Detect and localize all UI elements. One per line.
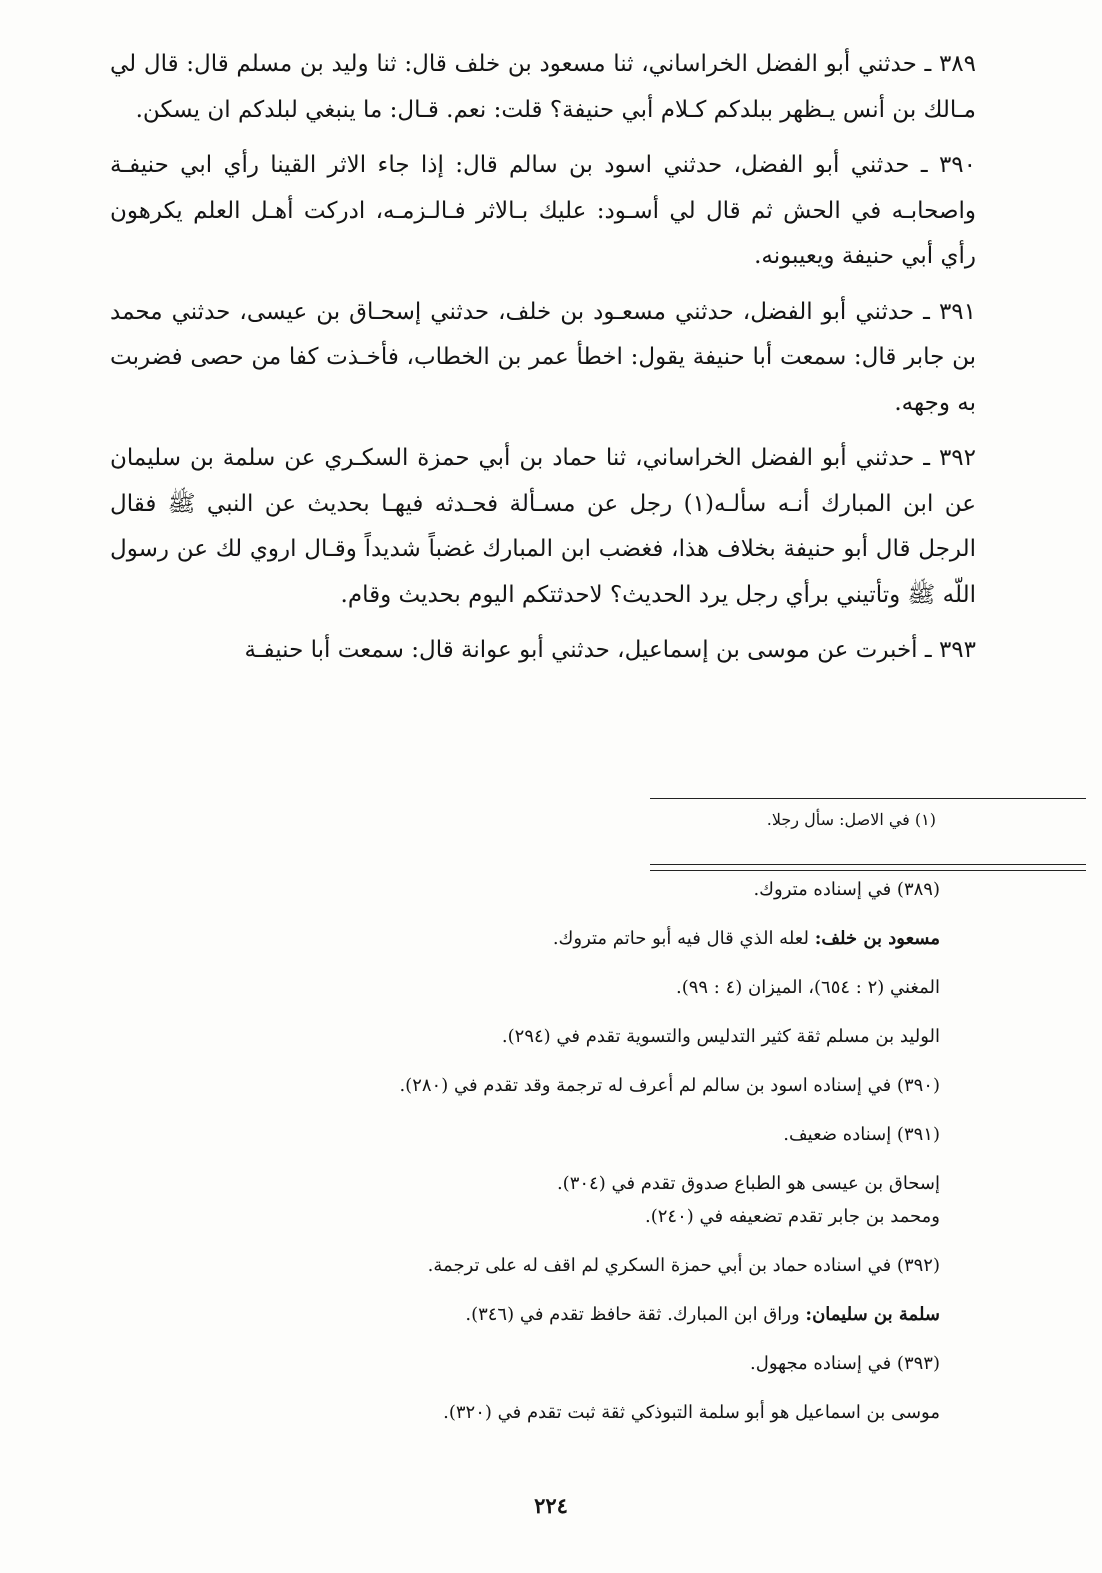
note-text: إسحاق بن عيسى هو الطباع صدوق تقدم في (٣٠٤). bbox=[556, 1173, 940, 1194]
note-text: المغني (٢ : ٦٥٤)، الميزان (٤ : ٩٩). bbox=[675, 977, 940, 998]
note-text: (٣٩٢) في اسناده حماد بن أبي حمزة السكري لم اقف له على ترجمة. bbox=[427, 1255, 940, 1276]
note-text: الوليد بن مسلم ثقة كثير التدليس والتسوية تقدم في (٢٩٤). bbox=[501, 1026, 940, 1047]
note-text: لعله الذي قال فيه أبو حاتم متروك. bbox=[552, 928, 815, 949]
note-ishaq bbox=[110, 1172, 940, 1196]
footnote-separator bbox=[650, 798, 1086, 799]
note-bold: سلمة بن سليمان: bbox=[805, 1304, 940, 1325]
main-text bbox=[110, 42, 976, 1423]
notes-separator-bottom bbox=[650, 870, 1086, 871]
hadith-393: ٣٩٣ ـ أخبرت عن موسى بن إسماعيل، حدثني أبو عوانة قال: سمعت أبا حنيفـة bbox=[244, 637, 976, 663]
note-bold: مسعود بن خلف: bbox=[814, 928, 940, 949]
note-text: ومحمد بن جابر تقدم تضعيفه في (٢٤٠). bbox=[645, 1206, 940, 1227]
commentary-notes bbox=[110, 878, 976, 1425]
hadith-392: ٣٩٢ ـ حدثني أبو الفضل الخراساني، ثنا حماد بن أبي حمزة السكـري عن سلمة بن سليمان عن ابن المبارك أنـه سألـه(١) رجل عن مسـألة فحـدثه فيهـا بحديث عن النبي ﷺ فقال الرجل قال أبو حنيفة بخلاف هذا، فغضب ابن المبارك غضباً شديداً وقـال اروي لك عن رسول اللّه ﷺ وتأتيني برأي رجل يرد الحديث؟ لاحدثتكم اليوم بحديث وقام. bbox=[110, 445, 976, 608]
page-number: ٢٢٤ bbox=[534, 1493, 568, 1518]
note-text: (٣٩٣) في إسناده مجهول. bbox=[750, 1353, 940, 1374]
hadith-390: ٣٩٠ ـ حدثني أبو الفضل، حدثني اسود بن سالم قال: إذا جاء الاثر القينا رأي ابي حنيفـة واصحابـه في الحش ثم قال لي أسـود: عليك بـالاثر فـالـزمـه، ادركت أهـل العلم يكرهون رأي أبي حنيفة ويعيبونه. bbox=[110, 152, 976, 269]
note-text: وراق ابن المبارك. ثقة حافظ تقدم في (٣٤٦). bbox=[465, 1304, 806, 1325]
note-390 bbox=[110, 1074, 940, 1098]
note-walid bbox=[110, 1025, 940, 1049]
note-392 bbox=[110, 1254, 940, 1278]
note-391 bbox=[110, 1123, 940, 1147]
hadith-389: ٣٨٩ ـ حدثني أبو الفضل الخراساني، ثنا مسعود بن خلف قال: ثنا وليد بن مسلم قال: قال لي مـالك بن أنس يـظهر ببلدكم كـلام أبي حنيفة؟ قلت: نعم. قـال: ما ينبغي لبلدكم ان يسكن. bbox=[110, 51, 976, 123]
note-musa bbox=[110, 1401, 940, 1425]
note-salama bbox=[110, 1303, 940, 1327]
hadith-391: ٣٩١ ـ حدثني أبو الفضل، حدثني مسعـود بن خلف، حدثني إسحـاق بن عيسى، حدثني محمد بن جابر قال: سمعت أبا حنيفة يقول: اخطأ عمر بن الخطاب، فأخـذت كفا من حصى فضربت به وجهه. bbox=[110, 298, 976, 416]
note-masud bbox=[110, 927, 940, 951]
notes-separator-top bbox=[650, 864, 1086, 865]
note-text: موسى بن اسماعيل هو أبو سلمة التبوذكي ثقة ثبت تقدم في (٣٢٠). bbox=[443, 1402, 940, 1423]
note-text: (٣٩٠) في إسناده اسود بن سالم لم أعرف له ترجمة وقد تقدم في (٢٨٠). bbox=[399, 1075, 940, 1096]
note-389 bbox=[110, 878, 940, 902]
note-text: (٣٩١) إسناده ضعيف. bbox=[783, 1124, 940, 1145]
note-text: (٣٨٩) في إسناده متروك. bbox=[753, 879, 940, 900]
footnote: (١) في الاصل: سأل رجلا. bbox=[766, 810, 936, 829]
note-mughni bbox=[110, 976, 940, 1000]
note-393 bbox=[110, 1352, 940, 1376]
note-muhammad bbox=[110, 1205, 940, 1229]
